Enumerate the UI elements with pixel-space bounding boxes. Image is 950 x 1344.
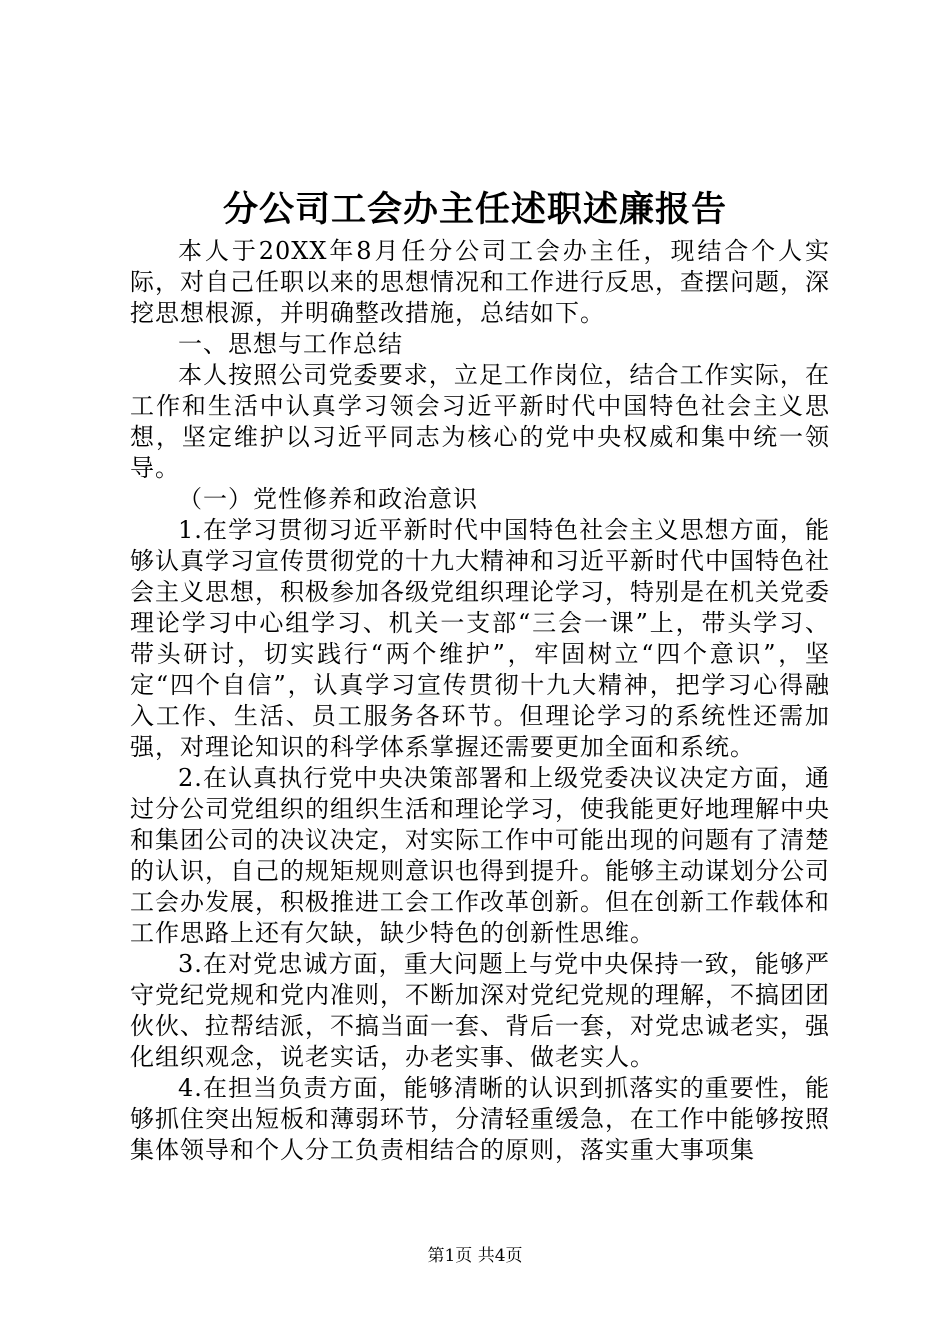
paragraph-summary: 本人按照公司党委要求，立足工作岗位，结合工作实际，在工作和生活中认真学习领会习近平新时代中国特色社会主义思想，坚定维护以习近平同志为核心的党中央权威和集中统一领导。 — [130, 361, 830, 482]
paragraph-item-1: 1.在学习贯彻习近平新时代中国特色社会主义思想方面，能够认真学习宣传贯彻党的十九大精神和习近平新时代中国特色社会主义思想，积极参加各级党组织理论学习，特别是在机关党委理论学习中心组学习、机关一支部“三会一课”上，带头学习、带头研讨，切实践行“两个维护”，牢固树立“四个意识”，坚定“四个自信”，认真学习宣传贯彻十九大精神，把学习心得融入工作、生活、员工服务各环节。但理论学习的系统性还需加强，对理论知识的科学体系掌握还需要更加全面和系统。 — [130, 516, 830, 761]
document-title: 分公司工会办主任述职述廉报告 — [222, 189, 727, 230]
document-body — [130, 236, 830, 1166]
page-number-footer: 第1页 共4页 — [427, 1246, 523, 1266]
paragraph-item-3: 3.在对党忠诚方面，重大问题上与党中央保持一致，能够严守党纪党规和党内准则，不断加深对党纪党规的理解，不搞团团伙伙、拉帮结派，不搞当面一套、背后一套，对党忠诚老实，强化组织观念，说老实话，办老实事、做老实人。 — [130, 950, 830, 1071]
paragraph-item-4: 4.在担当负责方面，能够清晰的认识到抓落实的重要性，能够抓住突出短板和薄弱环节，分清轻重缓急，在工作中能够按照集体领导和个人分工负责相结合的原则，落实重大事项集 — [130, 1074, 830, 1164]
subsection-heading-1: （一）党性修养和政治意识 — [178, 485, 478, 513]
section-heading-1: 一、思想与工作总结 — [178, 330, 403, 358]
paragraph-intro: 本人于20XX年8月任分公司工会办主任，现结合个人实际，对自己任职以来的思想情况和工作进行反思，查摆问题，深挖思想根源，并明确整改措施，总结如下。 — [130, 237, 830, 327]
paragraph-item-2: 2.在认真执行党中央决策部署和上级党委决议决定方面，通过分公司党组织的组织生活和理论学习，使我能更好地理解中央和集团公司的决议决定，对实际工作中可能出现的问题有了清楚的认识，自己的规矩规则意识也得到提升。能够主动谋划分公司工会办发展，积极推进工会工作改革创新。但在创新工作载体和工作思路上还有欠缺，缺少特色的创新性思维。 — [130, 764, 830, 947]
